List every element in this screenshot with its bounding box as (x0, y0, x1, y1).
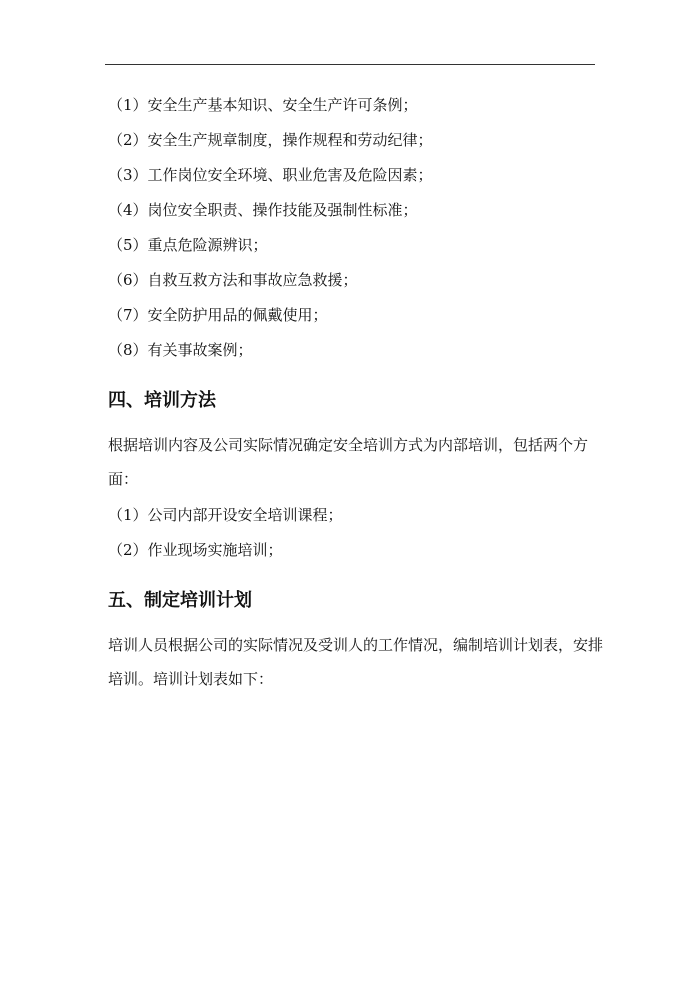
list-item: （2）作业现场实施培训； (108, 541, 283, 559)
section3-list (108, 88, 603, 368)
section4-heading: 四、培训方法 (108, 390, 216, 411)
list-item: （1）安全生产基本知识、安全生产许可条例； (108, 96, 418, 114)
list-item: （6）自救互救方法和事故应急救援； (108, 271, 358, 289)
header-rule (105, 64, 595, 65)
section4-intro: 根据培训内容及公司实际情况确定安全培训方式为内部培训，包括两个方面： (108, 436, 589, 488)
list-item: （3）工作岗位安全环境、职业危害及危险因素； (108, 166, 433, 184)
list-item: （5）重点危险源辨识； (108, 236, 268, 254)
list-item: （2）安全生产规章制度，操作规程和劳动纪律； (108, 131, 433, 149)
section5-heading: 五、制定培训计划 (108, 590, 252, 611)
list-item: （4）岗位安全职责、操作技能及强制性标准； (108, 201, 418, 219)
list-item: （1）公司内部开设安全培训课程； (108, 506, 343, 524)
list-item: （8）有关事故案例； (108, 341, 253, 359)
list-item: （7）安全防护用品的佩戴使用； (108, 306, 328, 324)
section5-paragraph: 培训人员根据公司的实际情况及受训人的工作情况，编制培训计划表，安排培训。培训计划表如下： (108, 636, 604, 688)
document-content (108, 88, 603, 698)
